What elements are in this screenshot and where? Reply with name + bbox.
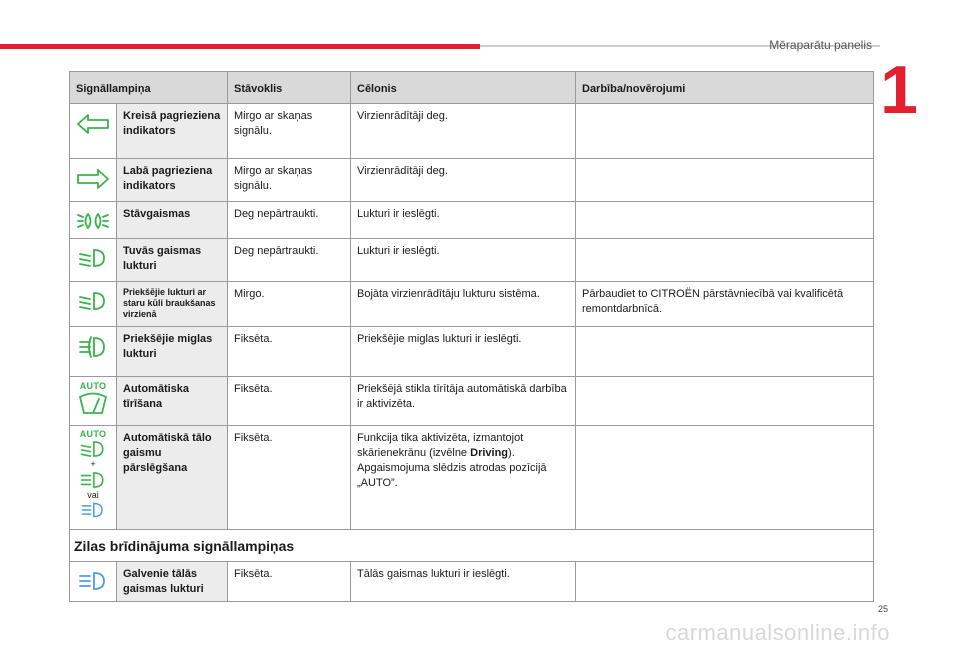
lamp-state: Fiksēta. [227,562,350,601]
lamp-cause: Priekšējā stikla tīrītāja automātiskā darbība ir aktivizēta. [350,377,575,425]
chapter-number: 1 [880,52,918,128]
lamp-name: Labā pagrieziena indikators [116,159,227,201]
left-arrow-icon [70,104,116,158]
lamp-name: Tuvās gaismas lukturi [116,239,227,281]
driving-menu-label: Driving [470,447,509,459]
lamp-name: Priekšējie miglas lukturi [116,327,227,376]
right-arrow-icon [70,159,116,201]
auto-wiper-icon [70,377,116,425]
lamp-action: Pārbaudiet to CITROËN pārstāvniecībā vai kvalificētā remontdarbnīcā. [575,282,873,326]
dipped-beam-icon [70,282,116,326]
lamp-cause: Priekšējie miglas lukturi ir ieslēgti. [350,327,575,376]
cause-text-1: Funkcija tika aktivizēta, izmantojot skārienekrānu (izvēlne [357,432,524,459]
running-head: Mēraparātu panelis [769,38,872,52]
section-row [70,529,873,561]
main-beam-icon [70,562,116,601]
lamp-action [575,426,873,529]
lamp-cause: Virzienrādītāji deg. [350,159,575,201]
lamp-action [575,159,873,201]
lamp-state: Deg nepārtraukti. [227,202,350,238]
lamp-cause: Bojāta virzienrādītāju lukturu sistēma. [350,282,575,326]
plus-sign: + [90,459,96,469]
sidelights-icon [70,202,116,238]
lamp-state: Fiksēta. [227,377,350,425]
front-fog-icon [70,327,116,376]
lamp-action [575,202,873,238]
lamp-cause: Tālās gaismas lukturi ir ieslēgti. [350,562,575,601]
lamp-cause [350,426,575,529]
lamp-name: Galvenie tālās gaismas lukturi [116,562,227,601]
lamp-cause: Lukturi ir ieslēgti. [350,202,575,238]
auto-label: AUTO [79,381,107,391]
cause-text-2: ). Apgaismojuma slēdzis atrodas pozīcijā „AUTO”. [357,447,547,489]
lamp-name: Stāvgaismas [116,202,227,238]
lamp-action [575,562,873,601]
lamp-name: Kreisā pagrieziena indikators [116,104,227,158]
lamp-action [575,239,873,281]
dipped-beam-icon [70,239,116,281]
table-row [70,326,873,376]
table-row [70,376,873,425]
lamp-state: Fiksēta. [227,426,350,529]
lamp-state: Fiksēta. [227,327,350,376]
table-row [70,281,873,326]
lamp-state: Mirgo ar skaņas signālu. [227,104,350,158]
lamp-name: Priekšējie lukturi ar staru kūli braukšanas virzienā [116,282,227,326]
col-header-state: Stāvoklis [227,72,350,103]
auto-label: AUTO [79,429,107,439]
col-header-cause: Cēlonis [350,72,575,103]
table-row [70,158,873,201]
section-title: Zilas brīdinājuma signāllampiņas [74,538,295,554]
col-header-lamp: Signāllampiņa [76,83,151,95]
lamp-state: Mirgo ar skaņas signālu. [227,159,350,201]
lamp-name: Automātiska tīrīšana [116,377,227,425]
table-row [70,201,873,238]
table-row [70,103,873,158]
table-header-row [70,72,873,103]
lamp-action [575,377,873,425]
lamp-action [575,327,873,376]
col-header-action: Darbība/novērojumi [575,72,873,103]
table-row [70,561,873,601]
header-red-bar [0,44,480,49]
watermark: carmanualsonline.info [665,620,890,645]
lamp-cause: Lukturi ir ieslēgti. [350,239,575,281]
lamp-action [575,104,873,158]
table-row [70,425,873,529]
lamp-state: Deg nepārtraukti. [227,239,350,281]
lamp-state: Mirgo. [227,282,350,326]
auto-beam-icon [70,426,116,529]
page-number: 25 [877,604,888,614]
lamp-cause: Virzienrādītāji deg. [350,104,575,158]
table-row [70,238,873,281]
lamp-name: Automātiskā tālo gaismu pārslēgšana [116,426,227,529]
warning-lamps-table [69,71,874,602]
or-label: vai [87,490,99,500]
